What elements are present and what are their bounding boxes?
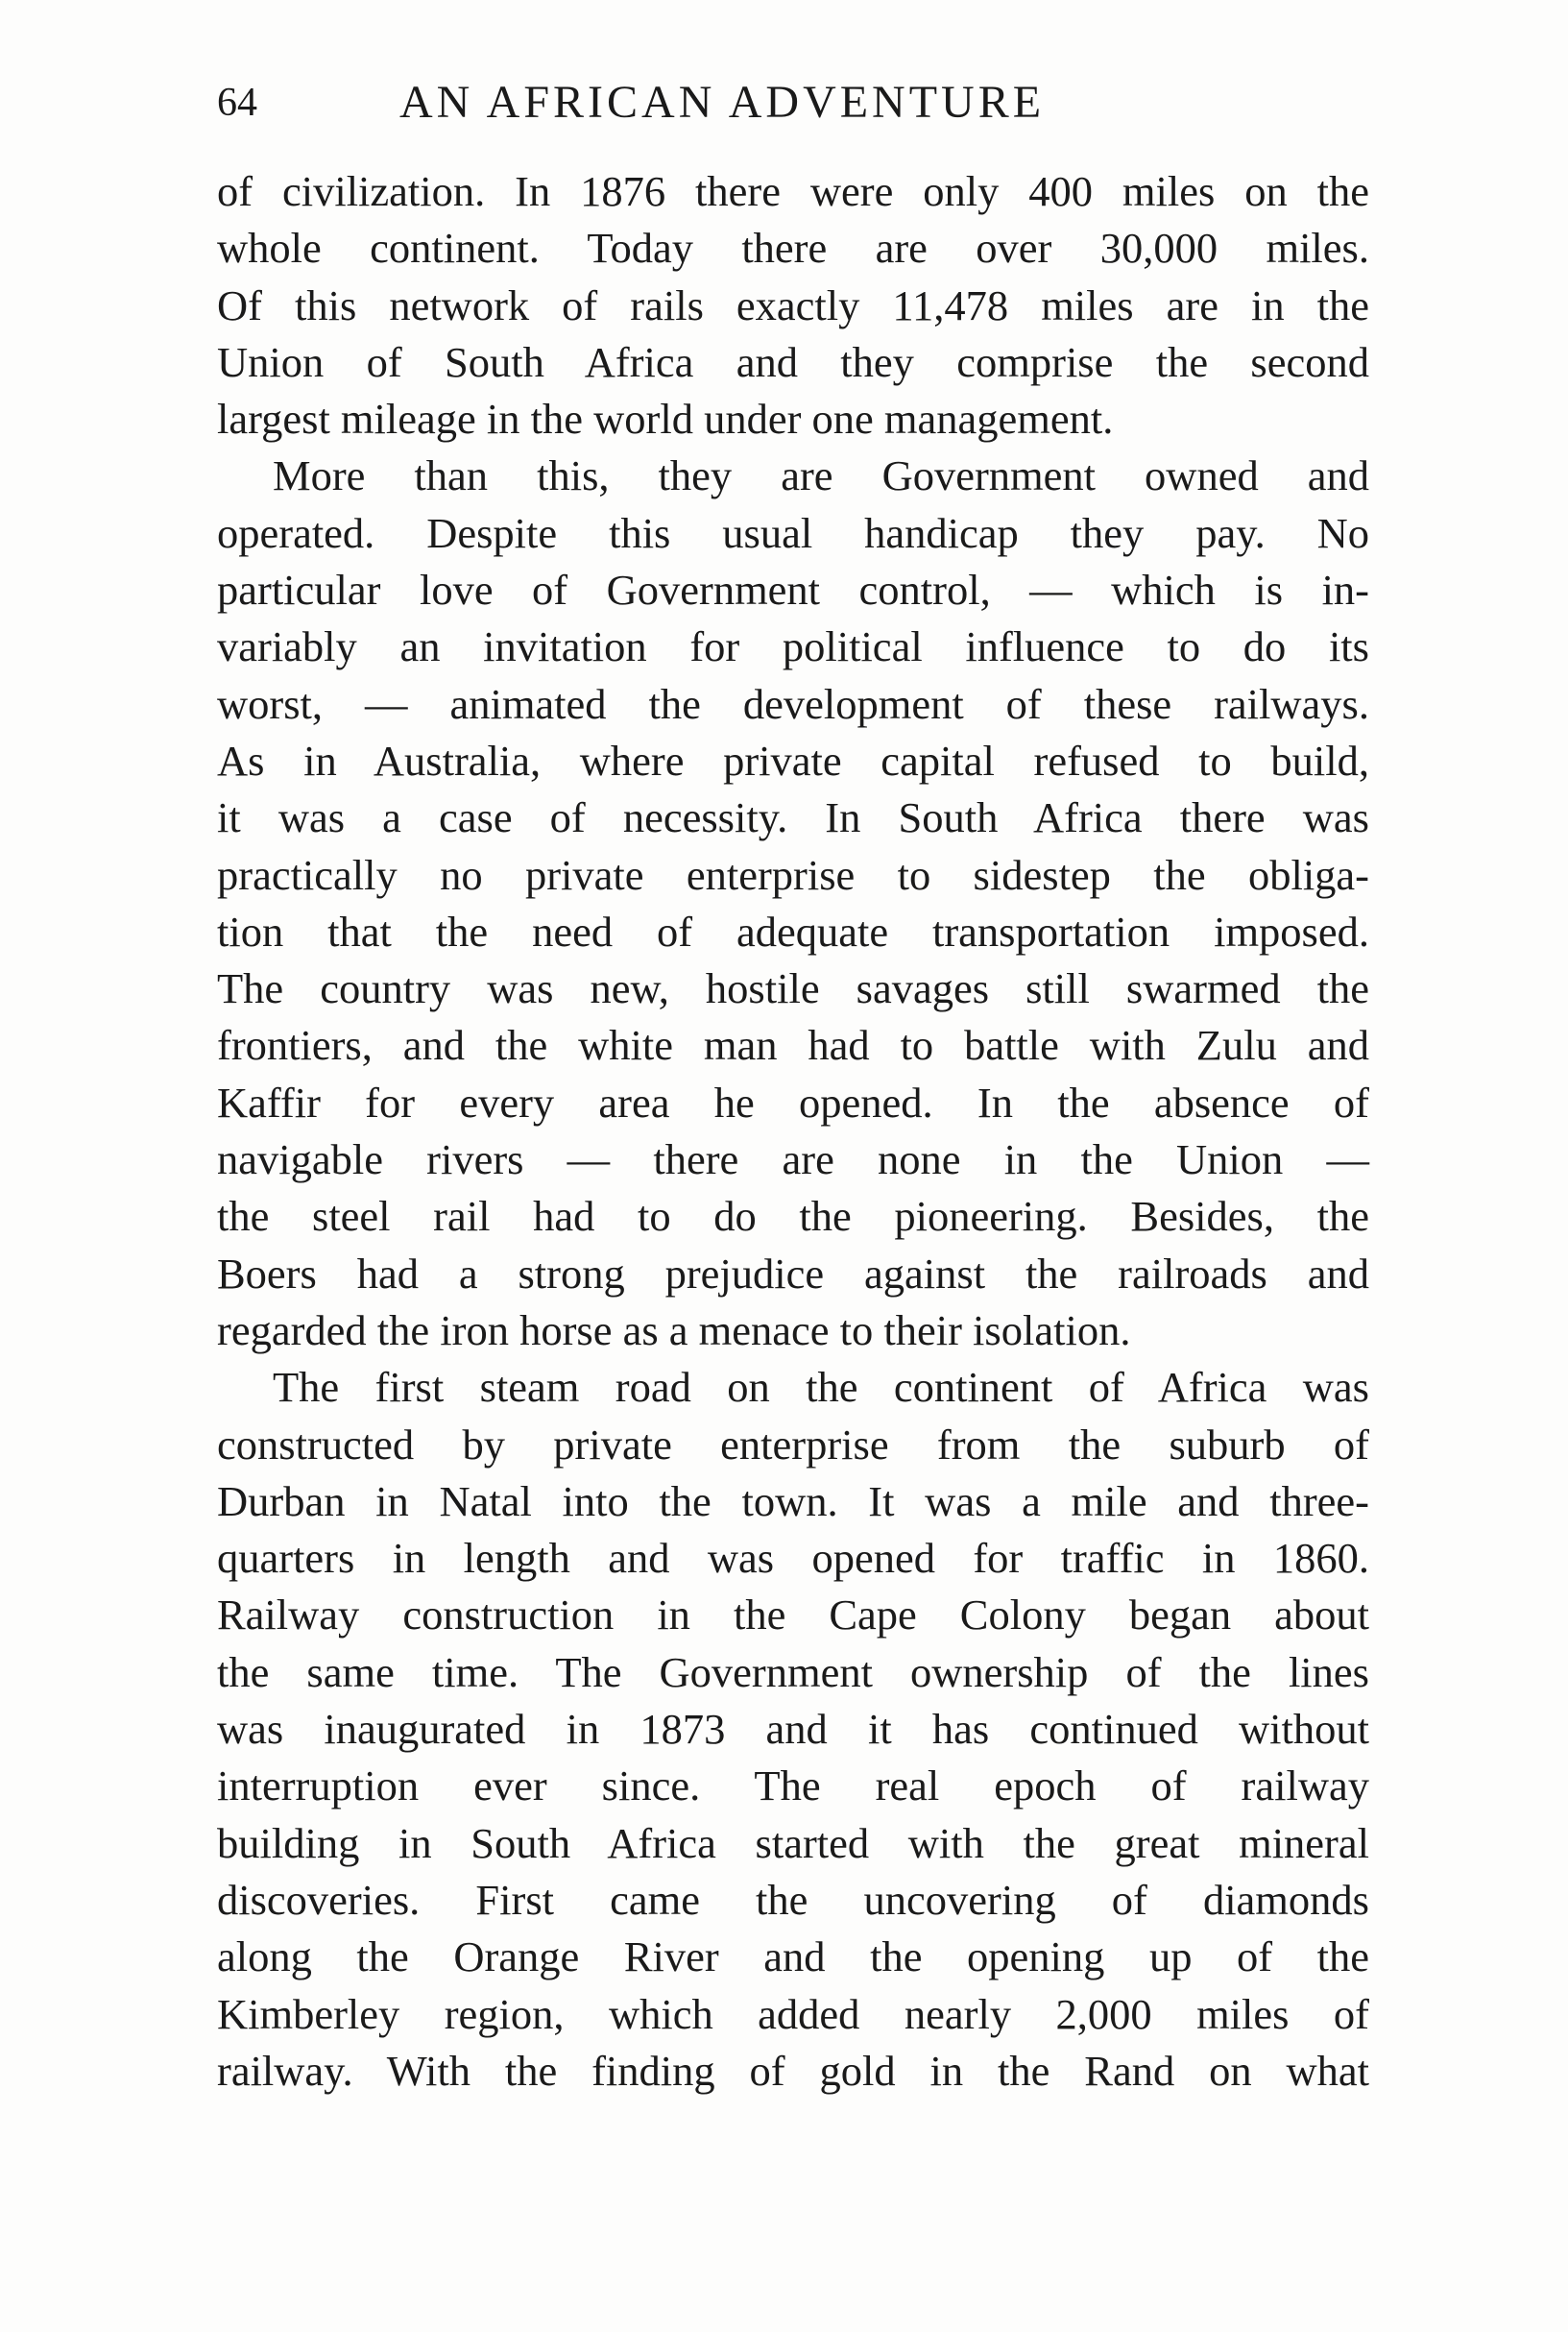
text-line: Union of South Africa and they comprise the second <box>217 337 1369 386</box>
text-line: largest mileage in the world under one management. <box>217 395 1114 444</box>
text-line: Of this network of rails exactly 11,478 miles are in the <box>217 280 1369 329</box>
text-line: Boers had a strong prejudice against the railroads and <box>217 1249 1369 1298</box>
book-title: AN AFRICAN ADVENTURE <box>399 77 1046 128</box>
text-line: More than this, they are Government owned and <box>273 451 1369 500</box>
text-line: the steel rail had to do the pioneering. Besides, the <box>217 1192 1369 1241</box>
text-line: was inaugurated in 1873 and it has continued without <box>217 1705 1369 1754</box>
text-line: Railway construction in the Cape Colony began about <box>217 1591 1369 1640</box>
text-line: regarded the iron horse as a menace to their isolation. <box>217 1305 1131 1354</box>
text-line: constructed by private enterprise from the suburb of <box>217 1420 1369 1469</box>
text-line: particular love of Government control, — which is in- <box>217 566 1369 615</box>
body-text <box>217 163 1369 2100</box>
text-line: discoveries. First came the uncovering of diamonds <box>217 1875 1369 1924</box>
text-line: The first steam road on the continent of Africa was <box>273 1363 1369 1412</box>
text-line: The country was new, hostile savages still swarmed the <box>217 964 1369 1013</box>
text-line: of civilization. In 1876 there were only 400 miles on the <box>217 167 1369 215</box>
text-line: interruption ever since. The real epoch of railway <box>217 1761 1369 1810</box>
text-line: quarters in length and was opened for traffic in 1860. <box>217 1534 1369 1583</box>
text-line: navigable rivers — there are none in the Union — <box>217 1135 1369 1184</box>
running-head <box>217 69 1379 136</box>
text-line: Kimberley region, which added nearly 2,000 miles of <box>217 1989 1369 2038</box>
text-line: worst, — animated the development of these railways. <box>217 679 1369 728</box>
text-line: practically no private enterprise to sidestep the obliga- <box>217 850 1369 899</box>
text-line: the same time. The Government ownership of the lines <box>217 1647 1369 1696</box>
text-line: it was a case of necessity. In South Africa there was <box>217 793 1369 842</box>
text-line: railway. With the finding of gold in the Rand on what <box>217 2046 1369 2095</box>
text-line: variably an invitation for political influence to do its <box>217 622 1369 671</box>
text-line: whole continent. Today there are over 30,000 miles. <box>217 224 1369 273</box>
text-line: Kaffir for every area he opened. In the absence of <box>217 1078 1369 1127</box>
text-line: As in Australia, where private capital refused to build, <box>217 736 1369 785</box>
text-line: operated. Despite this usual handicap they pay. No <box>217 508 1369 557</box>
text-line: building in South Africa started with the great mineral <box>217 1818 1369 1867</box>
text-line: tion that the need of adequate transportation imposed. <box>217 907 1369 956</box>
text-line: Durban in Natal into the town. It was a mile and three- <box>217 1476 1369 1525</box>
page-number: 64 <box>217 81 257 125</box>
text-line: along the Orange River and the opening up of the <box>217 1932 1369 1981</box>
text-line: frontiers, and the white man had to battle with Zulu and <box>217 1021 1369 1070</box>
